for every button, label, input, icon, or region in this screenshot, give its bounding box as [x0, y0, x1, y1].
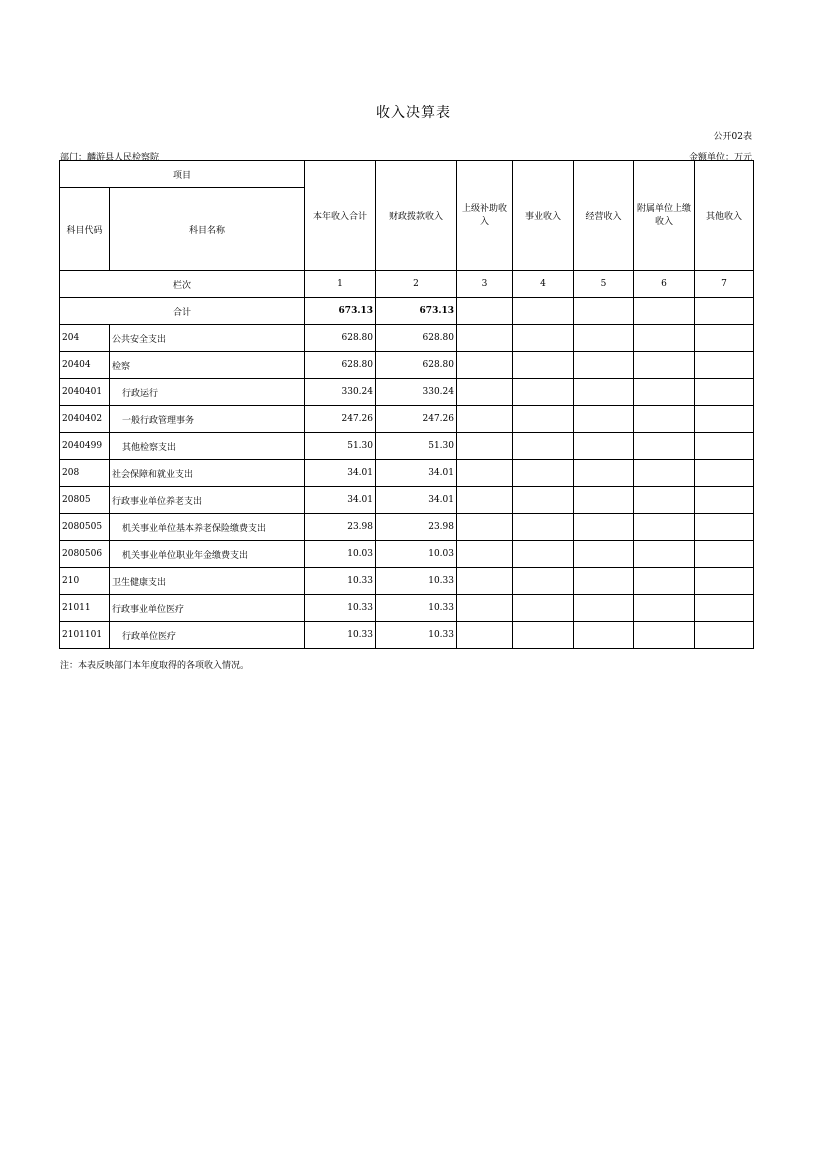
row-name: 一般行政管理事务: [110, 406, 305, 433]
row-total: 51.30: [305, 433, 376, 460]
row-name: 机关事业单位职业年金缴费支出: [110, 541, 305, 568]
row-operating: [574, 379, 634, 406]
row-superior: [457, 514, 513, 541]
row-operating: [574, 622, 634, 649]
row-business: [513, 406, 574, 433]
row-other: [695, 595, 754, 622]
column-index-2: 2: [376, 271, 457, 298]
row-affiliated: [634, 568, 695, 595]
row-name: 公共安全支出: [110, 325, 305, 352]
row-name: 卫生健康支出: [110, 568, 305, 595]
table-note: 注：本表反映部门本年度取得的各项收入情况。: [60, 661, 250, 671]
row-code: 2101101: [60, 622, 110, 649]
row-affiliated: [634, 541, 695, 568]
column-index-label: 栏次: [60, 271, 305, 298]
income-statement-table: [59, 160, 754, 649]
row-superior: [457, 622, 513, 649]
row-other: [695, 541, 754, 568]
table-row: [60, 460, 754, 487]
row-other: [695, 352, 754, 379]
row-name: 检察: [110, 352, 305, 379]
column-index-4: 4: [513, 271, 574, 298]
row-code: 21011: [60, 595, 110, 622]
row-fiscal: 247.26: [376, 406, 457, 433]
row-business: [513, 514, 574, 541]
header-fiscal: 财政拨款收入: [376, 161, 457, 271]
row-code: 2040402: [60, 406, 110, 433]
row-fiscal: 34.01: [376, 460, 457, 487]
row-operating: [574, 406, 634, 433]
header-business: 事业收入: [513, 161, 574, 271]
row-superior: [457, 325, 513, 352]
row-fiscal: 23.98: [376, 514, 457, 541]
row-superior: [457, 541, 513, 568]
row-affiliated: [634, 622, 695, 649]
row-business: [513, 568, 574, 595]
row-affiliated: [634, 460, 695, 487]
amount-unit-label: 金额单位：万元: [688, 153, 752, 163]
header-item: 项目: [60, 161, 305, 188]
row-total: 628.80: [305, 352, 376, 379]
header-total: 本年收入合计: [305, 161, 376, 271]
row-other: [695, 406, 754, 433]
row-superior: [457, 460, 513, 487]
row-total: 23.98: [305, 514, 376, 541]
row-code: 204: [60, 325, 110, 352]
row-other: [695, 487, 754, 514]
row-superior: [457, 595, 513, 622]
table-row: [60, 325, 754, 352]
row-affiliated: [634, 487, 695, 514]
row-code: 20404: [60, 352, 110, 379]
total-amount: 673.13: [305, 298, 376, 325]
total-fiscal: 673.13: [376, 298, 457, 325]
row-operating: [574, 352, 634, 379]
column-index-6: 6: [634, 271, 695, 298]
row-business: [513, 352, 574, 379]
row-code: 210: [60, 568, 110, 595]
column-index-3: 3: [457, 271, 513, 298]
row-operating: [574, 541, 634, 568]
table-row: [60, 514, 754, 541]
table-row: [60, 541, 754, 568]
row-fiscal: 10.33: [376, 622, 457, 649]
row-business: [513, 487, 574, 514]
row-business: [513, 595, 574, 622]
row-affiliated: [634, 379, 695, 406]
row-name: 行政事业单位医疗: [110, 595, 305, 622]
column-index-1: 1: [305, 271, 376, 298]
row-other: [695, 568, 754, 595]
table-row: [60, 487, 754, 514]
row-affiliated: [634, 325, 695, 352]
row-total: 330.24: [305, 379, 376, 406]
row-code: 2080505: [60, 514, 110, 541]
row-code: 208: [60, 460, 110, 487]
table-row: [60, 568, 754, 595]
row-name: 社会保障和就业支出: [110, 460, 305, 487]
row-business: [513, 541, 574, 568]
row-operating: [574, 595, 634, 622]
column-index-7: 7: [695, 271, 754, 298]
row-total: 10.03: [305, 541, 376, 568]
table-row: [60, 622, 754, 649]
row-superior: [457, 352, 513, 379]
table-row: [60, 352, 754, 379]
row-other: [695, 460, 754, 487]
table-row: [60, 406, 754, 433]
table-row: [60, 379, 754, 406]
row-superior: [457, 379, 513, 406]
report-title: 收入决算表: [376, 105, 451, 121]
row-business: [513, 379, 574, 406]
row-other: [695, 514, 754, 541]
row-superior: [457, 406, 513, 433]
row-business: [513, 433, 574, 460]
row-operating: [574, 460, 634, 487]
row-affiliated: [634, 433, 695, 460]
row-fiscal: 51.30: [376, 433, 457, 460]
row-fiscal: 10.33: [376, 595, 457, 622]
row-fiscal: 10.33: [376, 568, 457, 595]
row-fiscal: 10.03: [376, 541, 457, 568]
row-total: 628.80: [305, 325, 376, 352]
row-affiliated: [634, 352, 695, 379]
row-name: 行政运行: [110, 379, 305, 406]
row-fiscal: 330.24: [376, 379, 457, 406]
row-affiliated: [634, 406, 695, 433]
row-other: [695, 622, 754, 649]
row-fiscal: 628.80: [376, 325, 457, 352]
column-index-row: [60, 271, 754, 298]
row-total: 10.33: [305, 622, 376, 649]
row-operating: [574, 568, 634, 595]
row-other: [695, 433, 754, 460]
row-name: 行政事业单位养老支出: [110, 487, 305, 514]
row-total: 34.01: [305, 460, 376, 487]
header-name: 科目名称: [110, 188, 305, 271]
form-number: 公开02表: [713, 132, 752, 142]
row-total: 10.33: [305, 595, 376, 622]
header-code: 科目代码: [60, 188, 110, 271]
table-row: [60, 433, 754, 460]
row-superior: [457, 568, 513, 595]
row-business: [513, 460, 574, 487]
row-total: 247.26: [305, 406, 376, 433]
row-fiscal: 34.01: [376, 487, 457, 514]
row-business: [513, 325, 574, 352]
row-total: 34.01: [305, 487, 376, 514]
row-code: 2080506: [60, 541, 110, 568]
row-operating: [574, 325, 634, 352]
row-name: 机关事业单位基本养老保险缴费支出: [110, 514, 305, 541]
row-business: [513, 622, 574, 649]
total-row: [60, 298, 754, 325]
row-operating: [574, 433, 634, 460]
row-name: 行政单位医疗: [110, 622, 305, 649]
department-label: 部门：麟游县人民检察院: [60, 153, 160, 163]
total-label: 合计: [60, 298, 305, 325]
column-index-5: 5: [574, 271, 634, 298]
row-superior: [457, 487, 513, 514]
row-other: [695, 379, 754, 406]
header-superior: 上级补助收入: [457, 161, 513, 271]
row-fiscal: 628.80: [376, 352, 457, 379]
row-code: 2040401: [60, 379, 110, 406]
table-row: [60, 595, 754, 622]
row-code: 2040499: [60, 433, 110, 460]
header-operating: 经营收入: [574, 161, 634, 271]
row-operating: [574, 514, 634, 541]
row-code: 20805: [60, 487, 110, 514]
header-other: 其他收入: [695, 161, 754, 271]
row-superior: [457, 433, 513, 460]
header-affiliated: 附属单位上缴收入: [634, 161, 695, 271]
row-total: 10.33: [305, 568, 376, 595]
row-operating: [574, 487, 634, 514]
row-affiliated: [634, 595, 695, 622]
row-name: 其他检察支出: [110, 433, 305, 460]
row-other: [695, 325, 754, 352]
row-affiliated: [634, 514, 695, 541]
